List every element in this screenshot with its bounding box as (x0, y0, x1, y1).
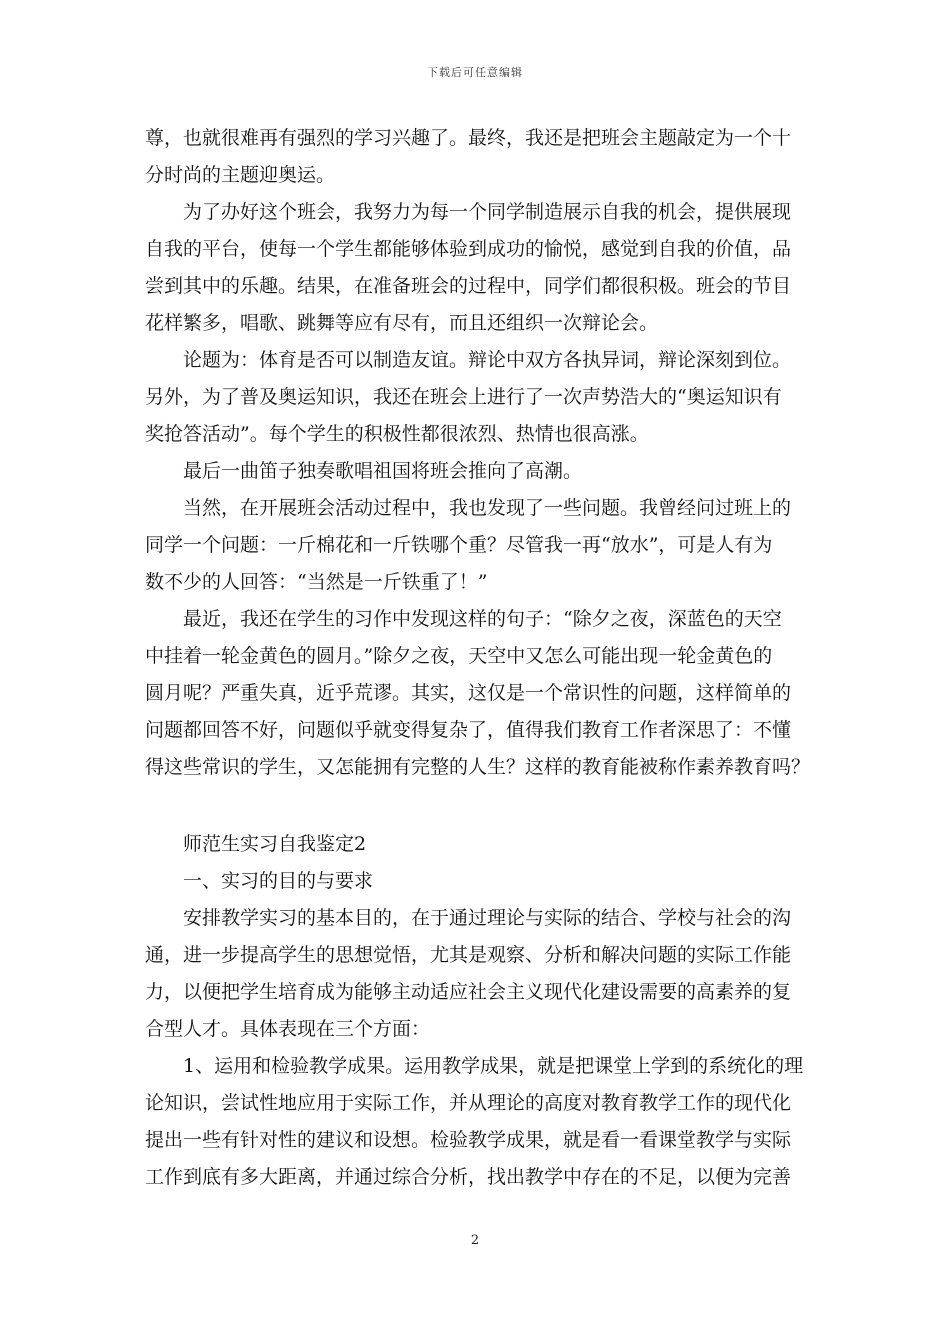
text-line: 自我的平台，使每一个学生都能够体验到成功的愉悦，感觉到自我的价值，品 (145, 238, 792, 260)
text-line: 另外，为了普及奥运知识，我还在班会上进行了一次声势浩大的“奥运知识有 (145, 386, 782, 408)
text-line: 尊，也就很难再有强烈的学习兴趣了。最终，我还是把班会主题敲定为一个十 (145, 127, 792, 149)
text-line: 圆月呢？严重失真，近乎荒谬。其实，这仅是一个常识性的问题，这样简单的 (145, 682, 792, 704)
text-line: 尝到其中的乐趣。结果，在准备班会的过程中，同学们都很积极。班会的节目 (145, 275, 792, 297)
text-line: 最后一曲笛子独奏歌唱祖国将班会推向了高潮。 (183, 460, 583, 482)
text-line: 问题都回答不好，问题似乎就变得复杂了，值得我们教育工作者深思了：不懂 (145, 719, 792, 741)
text-line: 论知识，尝试性地应用于实际工作，并从理论的高度对教育教学工作的现代化 (145, 1092, 792, 1114)
page-header: 下载后可任意编辑 (427, 66, 523, 79)
text-line: 工作到底有多大距离，并通过综合分析，找出教学中存在的不足，以便为完善 (145, 1166, 792, 1188)
text-line: 同学一个问题：一斤棉花和一斤铁哪个重？尽管我一再“放水”，可是人有为 (145, 534, 773, 556)
text-line: 合型人才。具体表现在三个方面： (145, 1018, 431, 1040)
section-gap (145, 786, 815, 826)
section-title: 师范生实习自我鉴定2 (183, 833, 367, 855)
text-line: 中挂着一轮金黄色的圆月。”除夕之夜，天空中又怎么可能出现一轮金黄色的 (145, 645, 773, 667)
text-line: 分时尚的主题迎奥运。 (145, 164, 336, 186)
article-continuation (145, 120, 815, 786)
text-line: 1、运用和检验教学成果。运用教学成果，就是把课堂上学到的系统化的理 (183, 1055, 804, 1077)
text-line: 当然，在开展班会活动过程中，我也发现了一些问题。我曾经问过班上的 (183, 497, 792, 519)
document-body (145, 120, 815, 1196)
text-line: 安排教学实习的基本目的，在于通过理论与实际的结合、学校与社会的沟 (183, 907, 792, 929)
text-line: 提出一些有针对性的建议和设想。检验教学成果，就是看一看课堂教学与实际 (145, 1129, 792, 1151)
text-line: 为了办好这个班会，我努力为每一个同学制造展示自我的机会，提供展现 (183, 201, 792, 223)
text-line: 一、实习的目的与要求 (183, 870, 374, 892)
text-line: 通，进一步提高学生的思想觉悟，尤其是观察、分析和解决问题的实际工作能 (145, 944, 792, 966)
text-line: 论题为：体育是否可以制造友谊。辩论中双方各执异词，辩论深刻到位。 (183, 349, 792, 371)
section-body (145, 863, 815, 1196)
text-line: 最近，我还在学生的习作中发现这样的句子：“除夕之夜，深蓝色的天空 (183, 608, 782, 630)
text-line: 得这些常识的学生，又怎能拥有完整的人生？这样的教育能被称作素养教育吗？ (145, 756, 811, 778)
text-line: 花样繁多，唱歌、跳舞等应有尽有，而且还组织一次辩论会。 (145, 312, 659, 334)
page-number: 2 (470, 1233, 480, 1248)
text-line: 力，以便把学生培育成为能够主动适应社会主义现代化建设需要的高素养的复 (145, 981, 792, 1003)
text-line: 数不少的人回答：“当然是一斤铁重了！” (145, 571, 488, 593)
text-line: 奖抢答活动”。每个学生的积极性都很浓烈、热情也很高涨。 (145, 423, 649, 445)
